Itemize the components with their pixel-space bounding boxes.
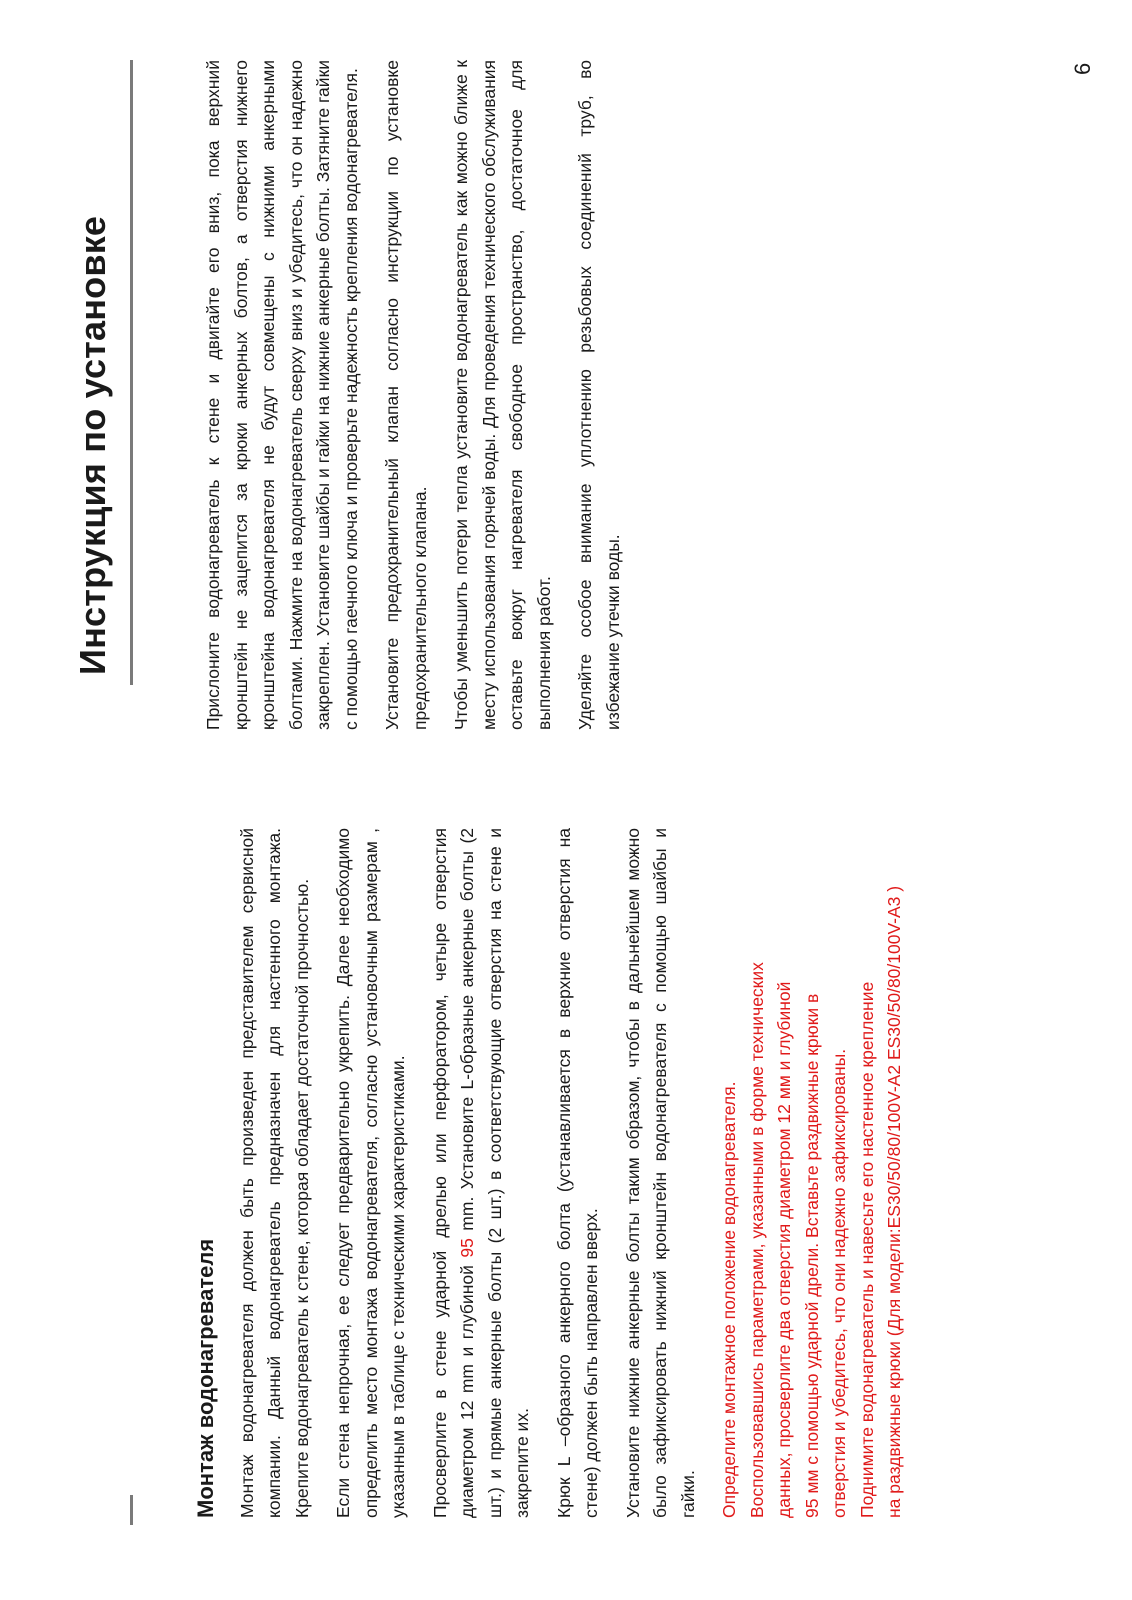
rule-left-fragment xyxy=(130,1495,133,1525)
section-heading: Монтаж водонагревателя xyxy=(193,1238,218,1518)
red-line-2: Воспользовавшись параметрами, указанными в форме технических xyxy=(746,962,767,1518)
red-line-5: отверстия и убедитесь, что они надежно зафиксированы. xyxy=(829,1048,849,1518)
paragraph-wall-strength: Если стена непрочная, ее следует предварительно укрепить. Далее необходимо определить место монтажа водонагревателя, согласно установочным размерам , указанным в таблице с техническими характеристиками. xyxy=(333,828,408,1518)
page-title: Инструкция по установке xyxy=(72,215,113,675)
paragraph-sealing: Уделяйте особое внимание уплотнению резьбовых соединений труб, во избежание утечки воды. xyxy=(575,60,623,730)
red-line-1: Определите монтажное положение водонагревателя. xyxy=(719,1081,739,1518)
paragraph-hook-direction: Крюк L –образного анкерного болта (устанавливается в верхние отверстия на стене) должен быть направлен вверх. xyxy=(553,828,601,1518)
paragraph-heat-loss: Чтобы уменьшить потери тепла установите водонагреватель как можно ближе к месту использования горячей воды. Для проведения технического обслуживания оставьте вокруг нагревателя свободное пространство, достаточное для выполнения работ. xyxy=(451,60,554,730)
right-column xyxy=(200,60,641,730)
paragraph-drilling xyxy=(427,828,537,1518)
left-column xyxy=(192,828,909,1518)
paragraph-lower-bolts: Установите нижние анкерные болты таким образом, чтобы в дальнейшем можно было зафиксировать нижний кронштейн водонагревателя с помощью шайбы и гайки. xyxy=(622,828,698,1518)
paragraph-mounting-intro: Монтаж водонагревателя должен быть произведен представителем сервисной компании. Данный водонагреватель предназначен для настенного монтажа. Крепите водонагреватель к стене, которая обладает достаточной прочностью. xyxy=(236,828,312,1518)
drilling-text-start: Просверлите в стене ударной дрелью или перфоратором, четыре отверстия диаметром 12 mm и глубиной xyxy=(429,828,477,1518)
red-line-3: данных, просверлите два отверстия диаметром 12 мм и глубиной xyxy=(774,981,794,1518)
paragraph-safety-valve: Установите предохранительный клапан согласно инструкции по установке предохранительного клапана. xyxy=(382,60,430,730)
red-line-6: Поднимите водонагреватель и навесьте его настенное крепление xyxy=(856,981,877,1518)
page-number: 6 xyxy=(1070,62,1095,75)
drilling-text-end: mm. Установите L-образные анкерные болты (2 шт.) и прямые анкерные болты (2 шт.) в соответствующие отверстия на стене и закрепите их. xyxy=(457,827,532,1518)
red-instruction-block xyxy=(716,828,909,1518)
drill-depth-highlight: 95 xyxy=(457,1238,477,1258)
red-line-4: 95 мм с помощью ударной дрели. Вставьте раздвижные крюки в xyxy=(801,993,822,1518)
paragraph-hanging: Прислоните водонагреватель к стене и двигайте его вниз, пока верхний кронштейн не зацепится за крюки анкерных болтов, а отверстия нижнего кронштейна водонагревателя не будут совмещены с нижними анкерными болтами. Нажмите на водонагреватель сверху вниз и убедитесь, что он надежно закреплен. Установите шайбы и гайки на нижние анкерные болты. Затяните гайки с помощью гаечного ключа и проверьте надежность крепления водонагревателя. xyxy=(203,60,361,730)
title-rule xyxy=(130,60,133,685)
red-line-7: на раздвижные крюки (Для модели:ES30/50/80/100V-A2 ES30/50/80/100V-A3 ) xyxy=(884,885,904,1518)
